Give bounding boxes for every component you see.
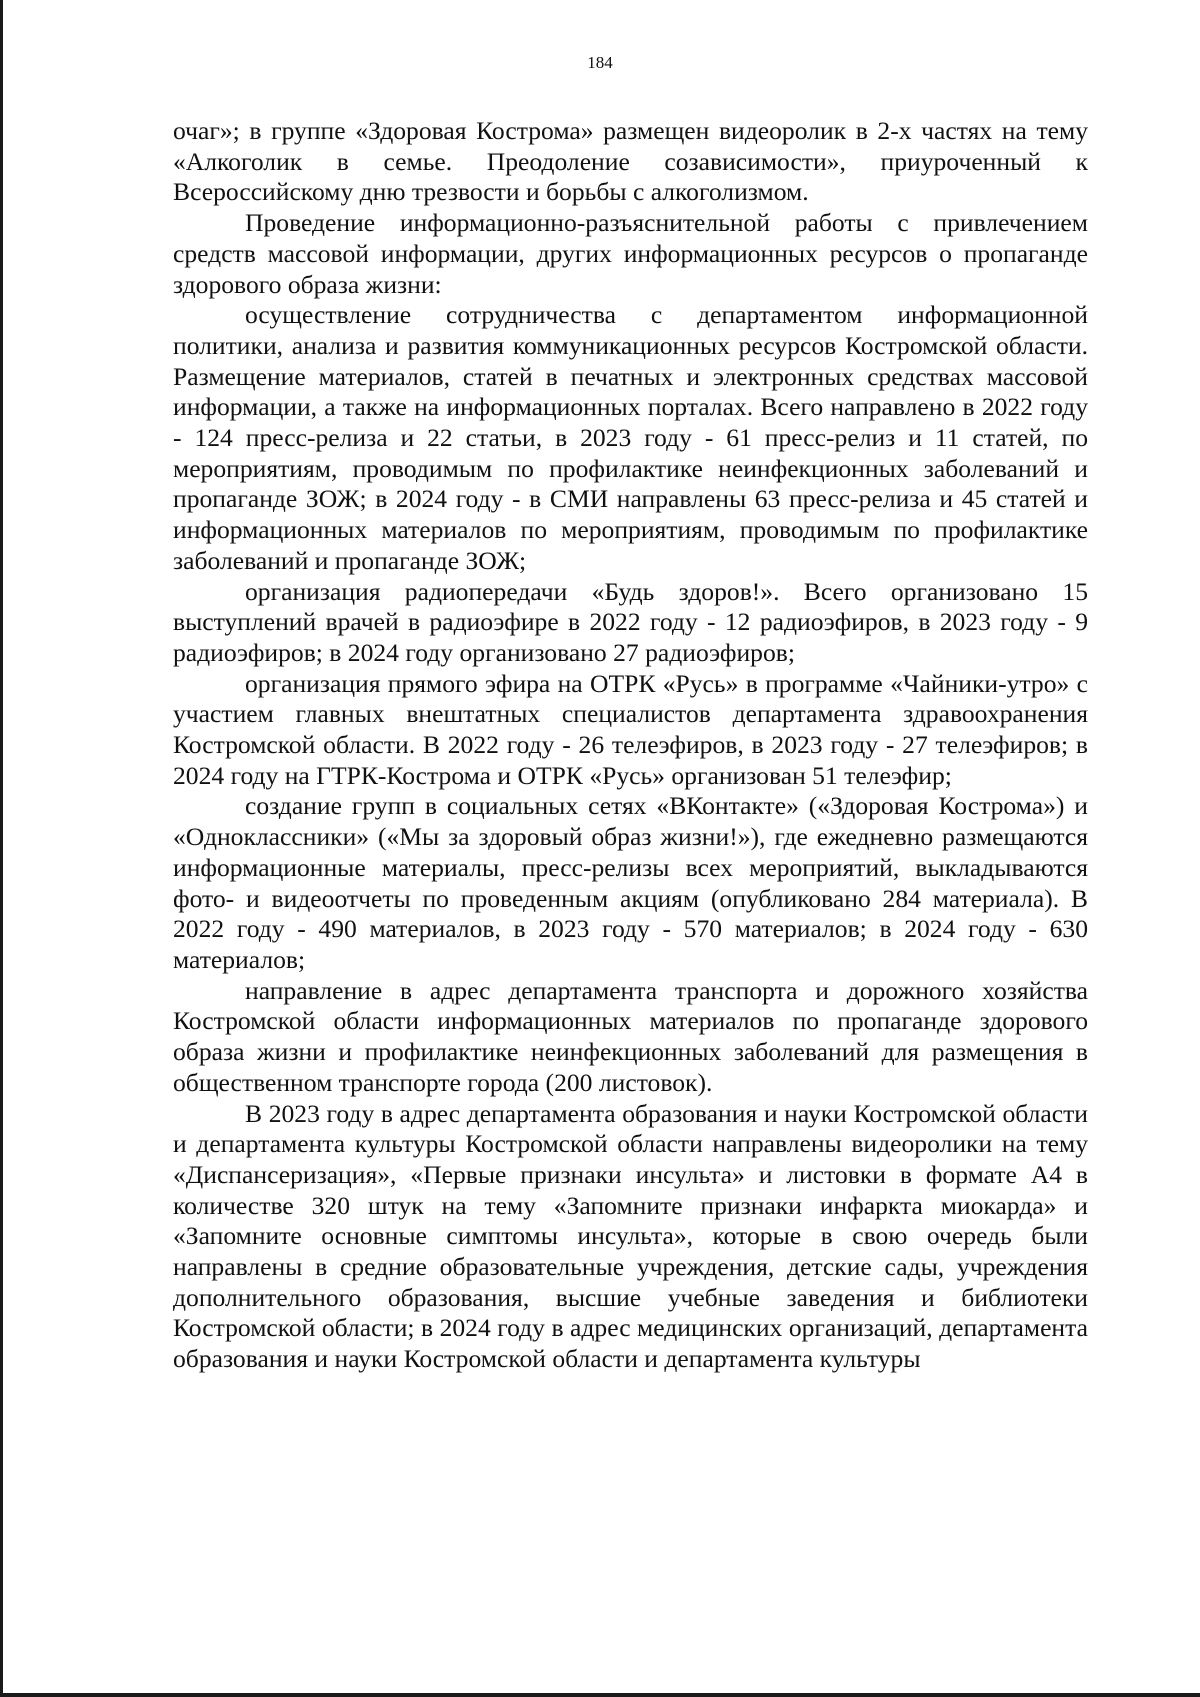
paragraph: осуществление сотрудничества с департаментом информационной политики, анализа и развития коммуникационных ресурсов Костромской области. Размещение материалов, статей в печатных и электронных средствах массовой информации, а также на информационных порталах. Всего направлено в 2022 году - 124 пресс-релиза и 22 статьи, в 2023 году - 61 пресс-релиз и 11 статей, по мероприятиям, проводимым по профилактике неинфекционных заболеваний и пропаганде ЗОЖ; в 2024 году - в СМИ направлены 63 пресс-релиза и 45 статей и информационных материалов по мероприятиям, проводимым по профилактике заболеваний и пропаганде ЗОЖ; [173, 300, 1088, 575]
paragraph: направление в адрес департамента транспорта и дорожного хозяйства Костромской области информационных материалов по пропаганде здорового образа жизни и профилактике неинфекционных заболеваний для размещения в общественном транспорте города (200 листовок). [173, 975, 1088, 1097]
paragraph: очаг»; в группе «Здоровая Кострома» размещен видеоролик в 2-х частях на тему «Алкоголик в семье. Преодоление созависимости», приуроченный к Всероссийскому дню трезвости и борьбы с алкоголизмом. [173, 116, 1088, 207]
scan-edge-bottom [0, 1693, 1200, 1697]
paragraph: организация радиопередачи «Будь здоров!». Всего организовано 15 выступлений врачей в радиоэфире в 2022 году - 12 радиоэфиров, в 2023 году - 9 радиоэфиров; в 2024 году организовано 27 радиоэфиров; [173, 576, 1088, 667]
paragraph: В 2023 году в адрес департамента образования и науки Костромской области и департамента культуры Костромской области направлены видеоролики на тему «Диспансеризация», «Первые признаки инсульта» и листовки в формате А4 в количестве 320 штук на тему «Запомните признаки инфаркта миокарда» и «Запомните основные симптомы инсульта», которые в свою очередь были направлены в средние образовательные учреждения, детские сады, учреждения дополнительного образования, высшие учебные заведения и библиотеки Костромской области; в 2024 году в адрес медицинских организаций, департамента образования и науки Костромской области и департамента культуры [173, 1098, 1088, 1374]
paragraph: создание групп в социальных сетях «ВКонтакте» («Здоровая Кострома») и «Одноклассники» («Мы за здоровый образ жизни!»), где ежедневно размещаются информационные материалы, пресс-релизы всех мероприятий, выкладываются фото- и видеоотчеты по проведенным акциям (опубликовано 284 материала). В 2022 году - 490 материалов, в 2023 году - 570 материалов; в 2024 году - 630 материалов; [173, 791, 1088, 974]
document-body [173, 116, 1088, 1375]
paragraph: Проведение информационно-разъяснительной работы с привлечением средств массовой информации, других информационных ресурсов о пропаганде здорового образа жизни: [173, 208, 1088, 299]
scan-edge-left [0, 0, 3, 1697]
paragraph: организация прямого эфира на ОТРК «Русь» в программе «Чайники-утро» с участием главных внештатных специалистов департамента здравоохранения Костромской области. В 2022 году - 26 телеэфиров, в 2023 году - 27 телеэфиров; в 2024 году на ГТРК-Кострома и ОТРК «Русь» организован 51 телеэфир; [173, 668, 1088, 790]
page-number: 184 [587, 53, 613, 72]
